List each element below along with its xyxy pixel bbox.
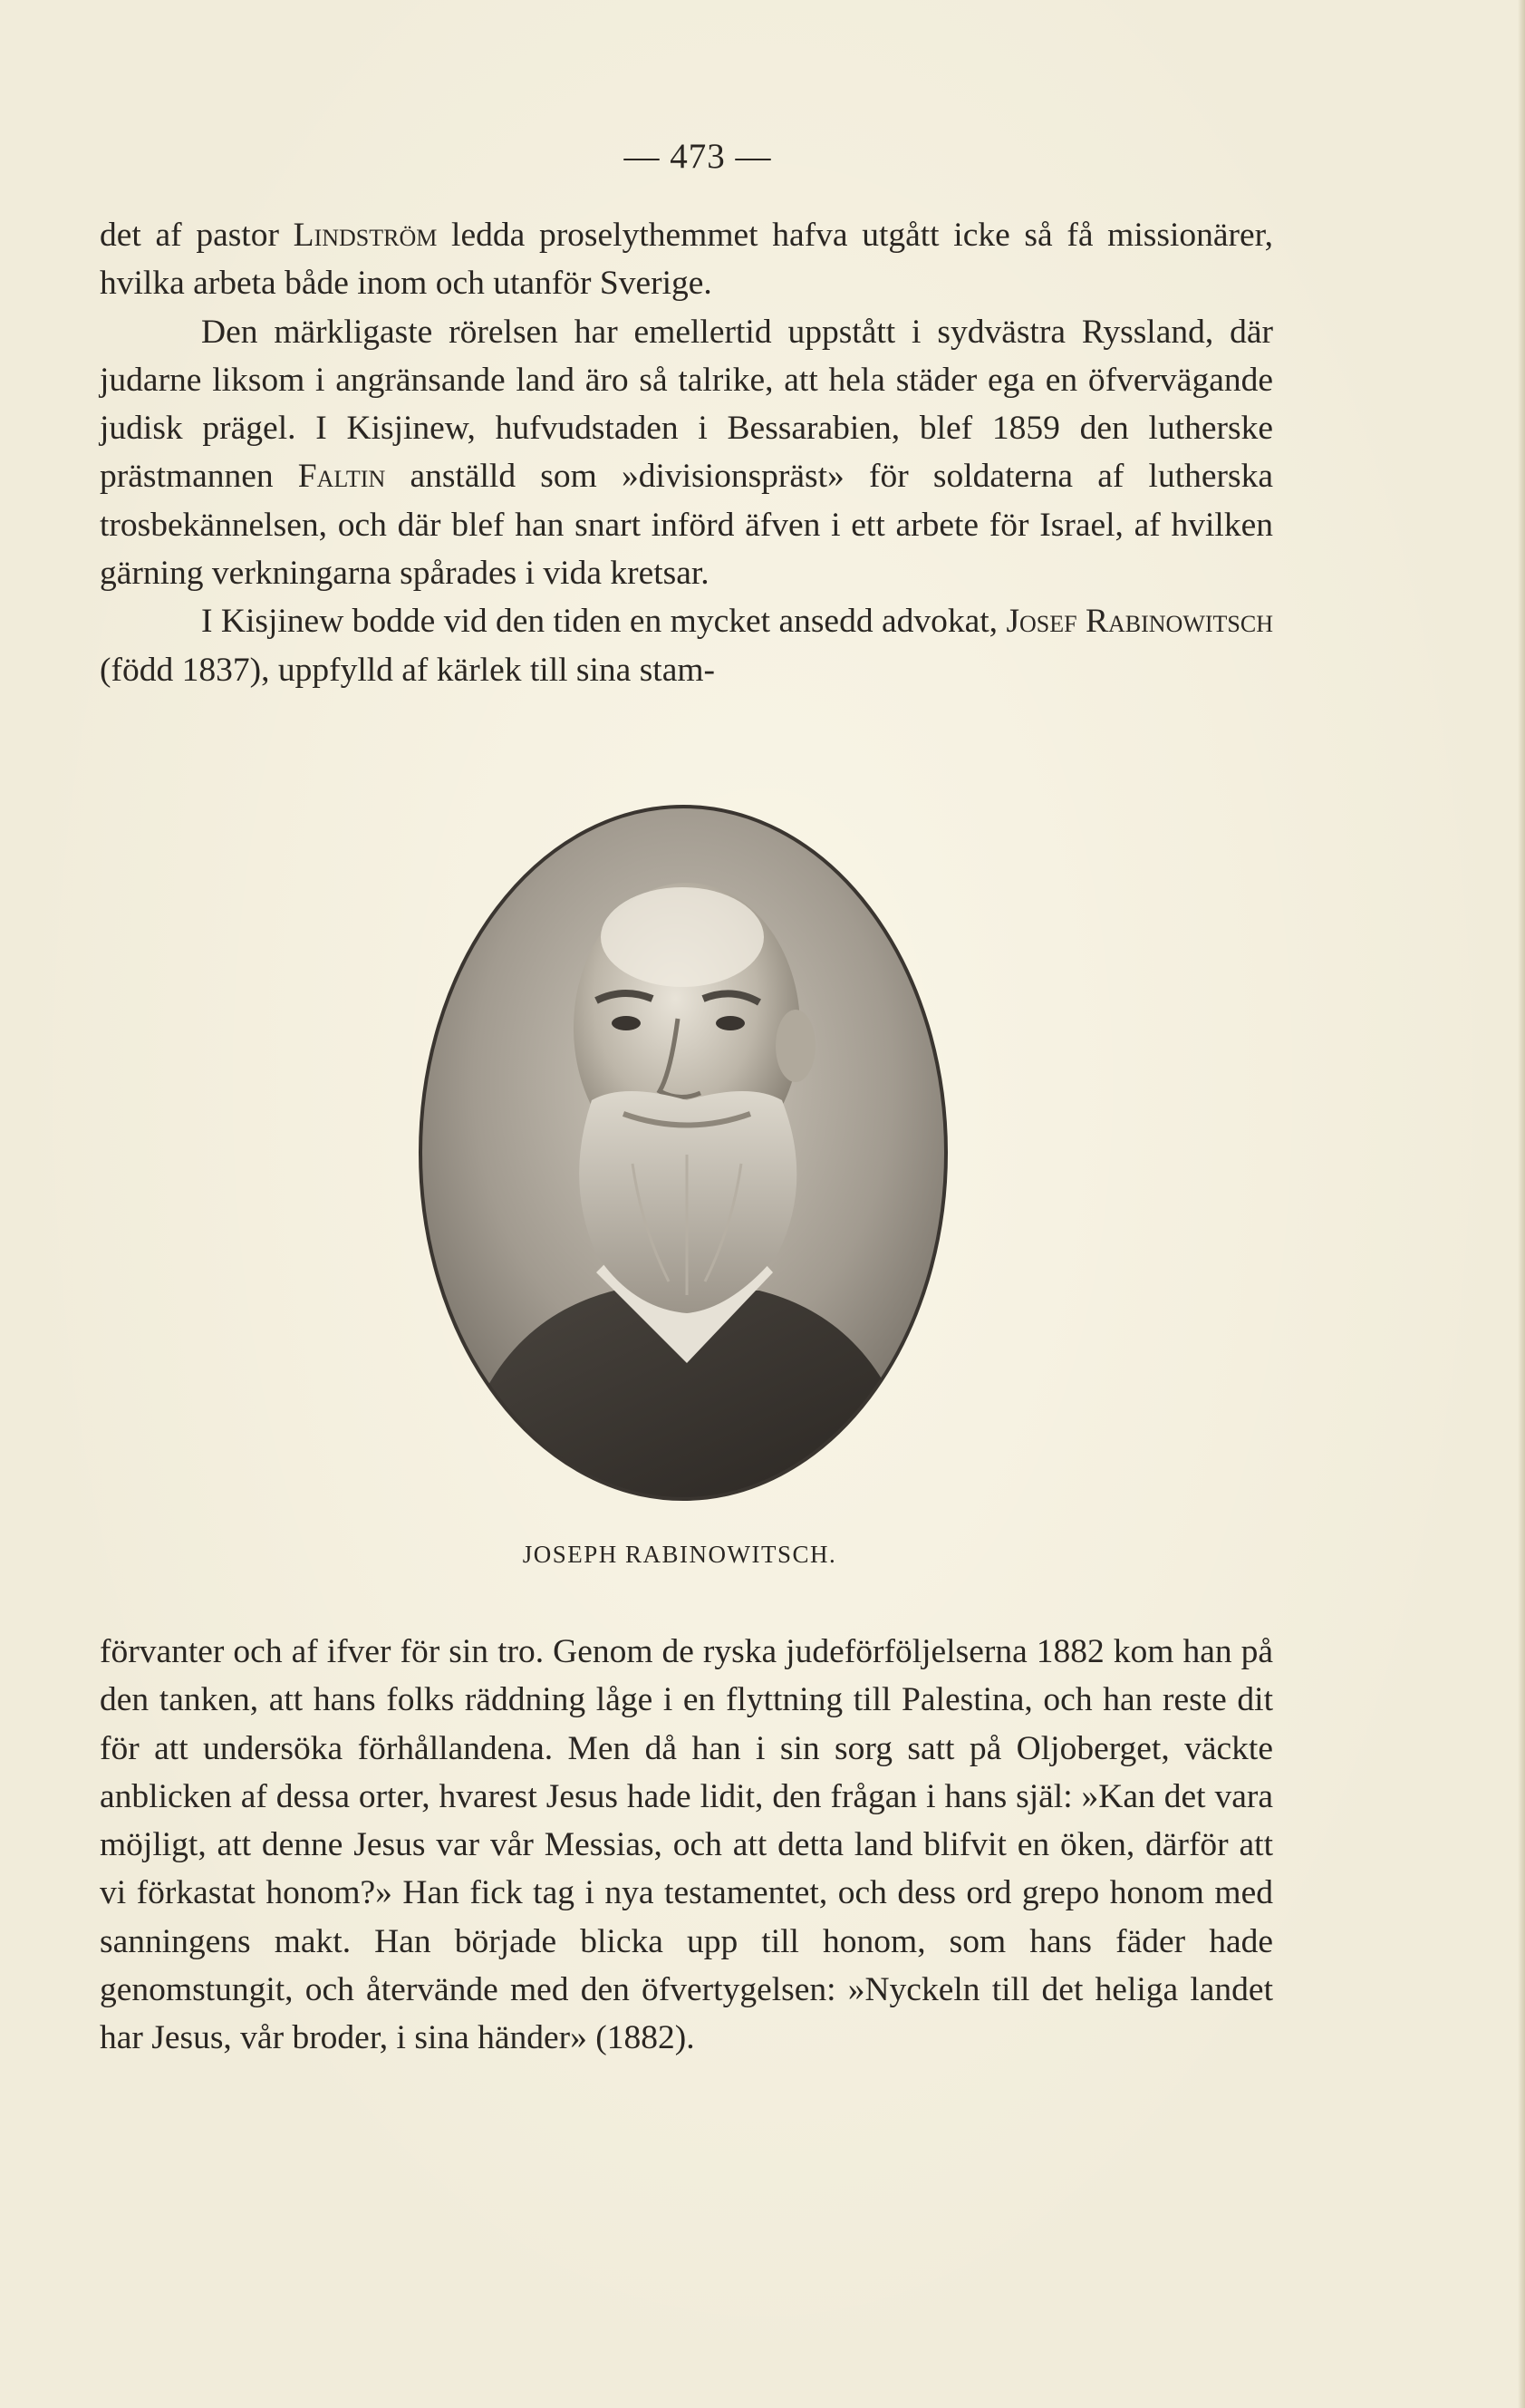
paragraph-3 [100,597,1273,694]
paragraph-2 [100,308,1273,598]
text-segment: det af pastor [100,217,294,254]
name-faltin: Faltin [297,458,386,496]
portrait-caption: JOSEPH RABINOWITSCH. [522,1541,837,1568]
bottom-text-block [100,1628,1273,2063]
text-segment: (född 1837), uppfylld af kärlek till sina stam- [100,651,716,689]
paragraph-4 [100,1628,1273,2063]
text-segment: ledda proselythemmet hafva utgått icke så få missionärer, hvilka arbeta både inom och utanför Sverige. [100,217,1273,303]
name-lindstrom: Lindström [293,217,438,254]
page-number: — 473 — [623,137,772,176]
portrait-image [415,801,951,1504]
text-segment: Den märkligaste rörelsen har emellertid uppstått i sydvästra Ryssland, där judarne liksom i angränsande land äro så talrike, att hela städer ega en öfvervägande judisk prägel. I Kisjinew, hufvudstaden i Bessarabien, blef 1859 den lutherske prästmannen [100,313,1273,496]
text-segment: förvanter och af ifver för sin tro. Genom de ryska judeförföljelserna 1882 kom han på den tanken, att hans folks räddning låge i en flyttning till Palestina, och han reste dit för att undersöka förhållandena. Men då han i sin sorg satt på Oljoberget, väckte anblicken af dessa orter, hvarest Jesus hade lidit, den frågan i hans själ: »Kan det vara möjligt, att denne Jesus var vår Messias, och att detta land blifvit en öken, därför att vi förkastat honom?» Han fick tag i nya testamentet, och dess ord grepo honom med sanningens makt. Han började blicka upp till honom, som hans fäder hade genomstungit, och återvände med den öfvertygelsen: »Nyckeln till det heliga landet har Jesus, vår broder, i sina händer» (1882). [100,1633,1273,2057]
portrait-illustration [415,801,951,1504]
name-josef-rabinowitsch: Josef Rabinowitsch [1006,603,1273,641]
top-text-block [100,211,1273,694]
text-segment: anställd som »divisionspräst» för soldaterna af lutherska trosbekännelsen, och där blef han snart införd äfven i ett arbete för Israel, af hvilken gärning verkningarna spårades i vida kretsar. [100,458,1273,593]
paragraph-1 [100,211,1273,308]
page-edge-shadow [1518,0,1525,2408]
text-segment: I Kisjinew bodde vid den tiden en mycket ansedd advokat, [201,603,1007,641]
